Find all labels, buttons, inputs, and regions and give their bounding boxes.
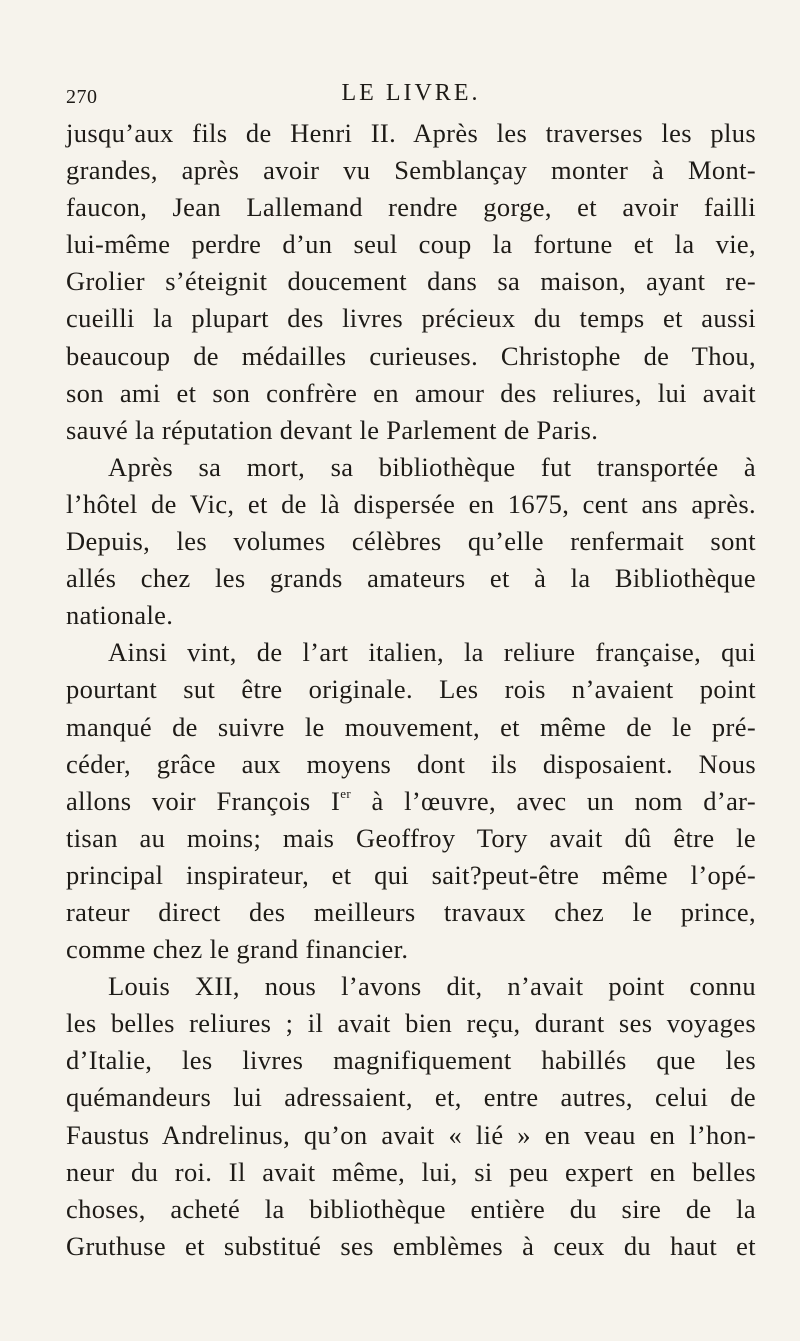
paragraph — [66, 968, 756, 1265]
text-line: son ami et son confrère en amour des reliures, lui avait — [66, 377, 756, 408]
text-line: d’Italie, les livres magnifiquement habillés que les — [66, 1045, 756, 1076]
paragraph — [66, 449, 756, 634]
text-line: Gruthuse et substitué ses emblèmes à ceux du haut et — [66, 1230, 756, 1261]
paragraph — [66, 634, 756, 968]
body-text — [66, 115, 756, 1265]
text-line: céder, grâce aux moyens dont ils disposaient. Nous — [66, 748, 756, 779]
text-line: comme chez le grand financier. — [66, 934, 409, 965]
text-line: allés chez les grands amateurs et à la Bibliothèque — [66, 563, 756, 594]
text-line: neur du roi. Il avait même, lui, si peu expert en belles — [66, 1156, 756, 1187]
text-line: quémandeurs lui adressaient, et, entre autres, celui de — [66, 1082, 756, 1113]
text-fragment: à l’œuvre, avec un nom d’ar- — [351, 785, 756, 816]
text-line: jusqu’aux fils de Henri II. Après les traverses les plus — [66, 118, 756, 148]
text-line: lui-même perdre d’un seul coup la fortune et la vie, — [66, 229, 756, 260]
text-line: manqué de suivre le mouvement, et même de le pré- — [66, 711, 756, 742]
text-line: Ainsi vint, de l’art italien, la reliure française, qui — [108, 637, 756, 668]
text-line: choses, acheté la bibliothèque entière du sire de la — [66, 1193, 756, 1224]
text-line: cueilli la plupart des livres précieux du temps et aussi — [66, 303, 756, 334]
text-line — [66, 783, 756, 820]
text-line: Depuis, les volumes célèbres qu’elle renfermait sont — [66, 526, 756, 557]
text-line: sauvé la réputation devant le Parlement de Paris. — [66, 414, 599, 445]
page-number: 270 — [66, 86, 98, 108]
text-line: faucon, Jean Lallemand rendre gorge, et avoir failli — [66, 192, 756, 223]
text-line: rateur direct des meilleurs travaux chez le prince, — [66, 896, 756, 927]
text-line: grandes, après avoir vu Semblançay monter à Mont- — [66, 155, 756, 186]
text-line: Grolier s’éteignit doucement dans sa maison, ayant re- — [66, 266, 756, 297]
superscript: er — [340, 785, 352, 801]
text-line: Louis XII, nous l’avons dit, n’avait point connu — [108, 971, 756, 1002]
running-title: LE LIVRE. — [341, 80, 481, 106]
paragraph — [66, 115, 756, 449]
text-line: l’hôtel de Vic, et de là dispersée en 1675, cent ans après. — [66, 488, 756, 519]
text-line: principal inspirateur, et qui sait?peut-être même l’opé- — [66, 859, 756, 890]
text-line: tisan au moins; mais Geoffroy Tory avait dû être le — [66, 822, 756, 853]
text-line: les belles reliures ; il avait bien reçu, durant ses voyages — [66, 1008, 756, 1039]
text-line: pourtant sut être originale. Les rois n’avaient point — [66, 674, 756, 705]
text-fragment: allons voir François I — [66, 785, 341, 816]
page-header — [66, 80, 756, 110]
text-line: Faustus Andrelinus, qu’on avait « lié » en veau en l’hon- — [66, 1119, 756, 1150]
text-line: nationale. — [66, 600, 174, 631]
text-line: beaucoup de médailles curieuses. Christophe de Thou, — [66, 340, 756, 371]
text-line: Après sa mort, sa bibliothèque fut transportée à — [108, 451, 756, 482]
